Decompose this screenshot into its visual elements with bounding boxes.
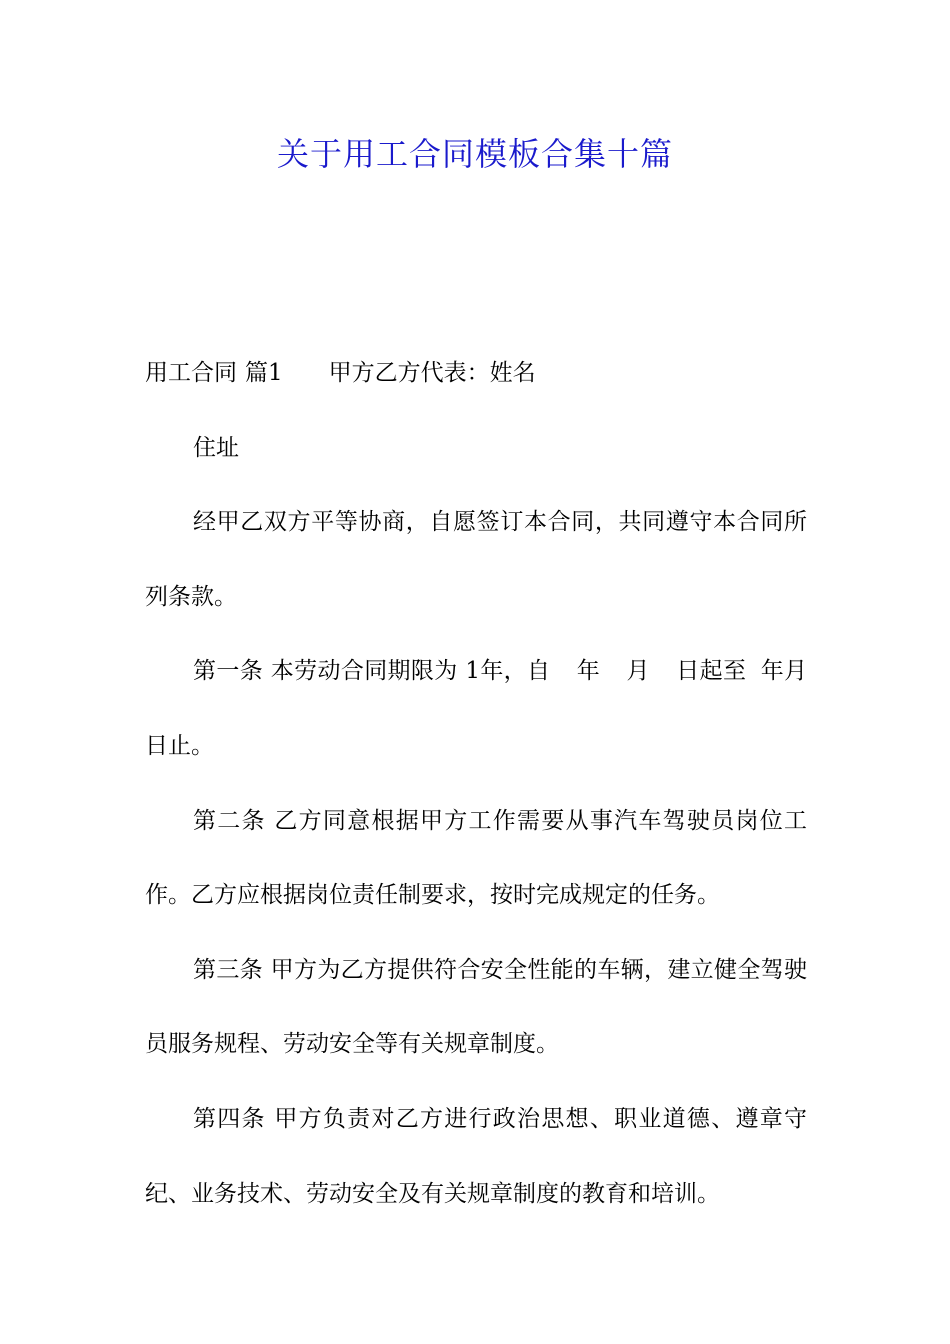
paragraph-intro: 经甲乙双方平等协商，自愿签订本合同，共同遵守本合同所列条款。: [145, 509, 807, 610]
paragraph-article-four: 第四条 甲方负责对乙方进行政治思想、职业道德、遵章守纪、业务技术、劳动安全及有关规章制度的教育和培训。: [145, 1105, 807, 1207]
section-label: 用工合同: [145, 360, 237, 386]
paragraph-article-one: [145, 634, 807, 783]
article-one-unit-month: 月: [626, 658, 650, 685]
document-body: [145, 336, 807, 1231]
article-one-ending: 月日止。: [145, 658, 808, 759]
article-one-unit-year-end: 年: [760, 658, 785, 685]
article-one-years: 1: [465, 658, 480, 685]
paragraph-article-three: 第三条 甲方为乙方提供符合安全性能的车辆，建立健全驾驶员服务规程、劳动安全等有关规章制度。: [145, 956, 807, 1058]
article-one-part3: 日起至: [675, 658, 747, 685]
section-heading-line: [145, 336, 807, 411]
paragraph-article-two: 第二条 乙方同意根据甲方工作需要从事汽车驾驶员岗位工作。乙方应根据岗位责任制要求，按时完成规定的任务。: [145, 807, 807, 909]
article-one-part1: 第一条 本劳动合同期限为: [193, 658, 458, 685]
parties-text: 甲方乙方代表：姓名: [328, 360, 536, 386]
article-one-part2: 年，自: [479, 658, 551, 685]
article-one-unit-year: 年: [576, 658, 601, 685]
document-title: 关于用工合同模板合集十篇: [276, 135, 673, 173]
section-number: 篇1: [245, 360, 283, 386]
address-line: 住址: [193, 434, 239, 461]
